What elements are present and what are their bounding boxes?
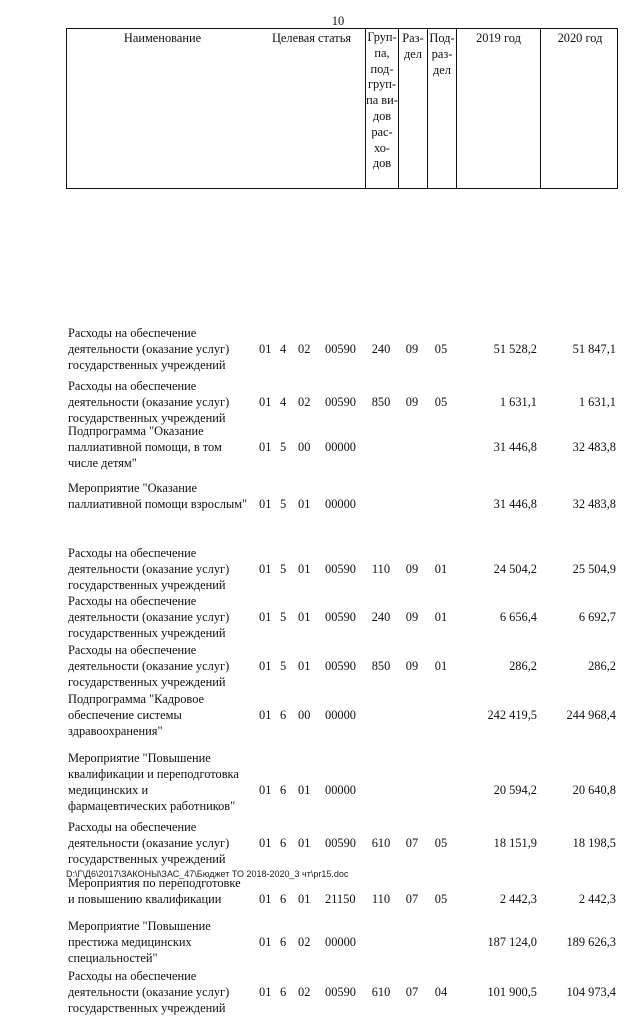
row-name bbox=[68, 378, 258, 426]
header-expense-group-line: рас- bbox=[371, 124, 393, 139]
target-direction-code: 00590 bbox=[325, 342, 356, 356]
target-subprogram-code: 5 bbox=[280, 440, 287, 454]
amount-2020: 2 442,3 bbox=[578, 892, 616, 906]
row-name-line: деятельности (оказание услуг) bbox=[68, 659, 230, 673]
header-expense-group-line: хо- bbox=[373, 140, 391, 155]
target-direction-code: 00000 bbox=[325, 783, 356, 797]
row-name-line: Мероприятие "Повышение bbox=[68, 919, 211, 933]
row-name-line: Расходы на обеспечение bbox=[68, 643, 197, 657]
target-direction-code: 00000 bbox=[325, 708, 356, 722]
header-expense-group-line: па ви- bbox=[366, 93, 398, 108]
row-name bbox=[68, 968, 258, 1016]
table-row bbox=[66, 918, 618, 966]
section-code: 09 bbox=[405, 395, 419, 409]
row-name-line: квалификации и переподготовка bbox=[68, 767, 239, 781]
target-subprogram-code: 6 bbox=[280, 892, 287, 906]
target-program-code: 01 bbox=[259, 440, 272, 454]
row-name-line: деятельности (оказание услуг) bbox=[68, 562, 230, 576]
row-name bbox=[68, 642, 258, 690]
expense-group-code: 610 bbox=[371, 836, 391, 850]
table-row bbox=[66, 691, 618, 739]
expense-group-code: 110 bbox=[371, 892, 391, 906]
row-name bbox=[68, 545, 258, 593]
header-expense-group-line: па, bbox=[374, 45, 390, 60]
target-subprogram-code: 4 bbox=[280, 342, 287, 356]
amount-2020: 189 626,3 bbox=[566, 935, 616, 949]
section-code: 09 bbox=[405, 610, 419, 624]
subsection-code: 01 bbox=[434, 562, 448, 576]
target-program-code: 01 bbox=[259, 985, 272, 999]
row-name-line: деятельности (оказание услуг) bbox=[68, 395, 230, 409]
target-program-code: 01 bbox=[259, 892, 272, 906]
amount-2019: 31 446,8 bbox=[493, 440, 537, 454]
amount-2020: 32 483,8 bbox=[572, 440, 616, 454]
target-direction-code: 00590 bbox=[325, 610, 356, 624]
target-program-code: 01 bbox=[259, 708, 272, 722]
target-program-code: 01 bbox=[259, 610, 272, 624]
subsection-code: 05 bbox=[434, 836, 448, 850]
row-name bbox=[68, 325, 258, 373]
header-subsection-line: раз- bbox=[431, 47, 453, 61]
subsection-code: 05 bbox=[434, 892, 448, 906]
row-name-line: фармацевтических работников" bbox=[68, 799, 236, 813]
subsection-code: 05 bbox=[434, 342, 448, 356]
row-name bbox=[68, 750, 258, 814]
row-name-line: Подпрограмма "Оказание bbox=[68, 424, 204, 438]
target-measure-code: 02 bbox=[298, 935, 311, 949]
amount-2019: 242 419,5 bbox=[487, 708, 537, 722]
target-program-code: 01 bbox=[259, 497, 272, 511]
header-expense-group-line: груп- bbox=[367, 77, 397, 92]
target-measure-code: 01 bbox=[298, 610, 311, 624]
row-name-line: Расходы на обеспечение bbox=[68, 326, 197, 340]
section-code: 09 bbox=[405, 562, 419, 576]
header-section-line: Раз- bbox=[402, 31, 424, 45]
expense-group-code: 850 bbox=[371, 395, 391, 409]
header-section bbox=[398, 29, 427, 188]
table-row bbox=[66, 480, 618, 512]
row-name-line: обеспечение системы bbox=[68, 708, 182, 722]
row-name-line: специальностей" bbox=[68, 951, 158, 965]
amount-2019: 20 594,2 bbox=[493, 783, 537, 797]
table-header bbox=[66, 28, 618, 189]
amount-2020: 104 973,4 bbox=[566, 985, 616, 999]
row-name-line: Расходы на обеспечение bbox=[68, 820, 197, 834]
header-name: Наименование bbox=[123, 31, 202, 45]
amount-2019: 101 900,5 bbox=[487, 985, 537, 999]
section-code: 09 bbox=[405, 342, 419, 356]
target-measure-code: 00 bbox=[298, 708, 311, 722]
target-measure-code: 01 bbox=[298, 783, 311, 797]
row-name-line: Расходы на обеспечение bbox=[68, 379, 197, 393]
header-target-article: Целевая статья bbox=[271, 31, 352, 45]
target-subprogram-code: 5 bbox=[280, 659, 287, 673]
amount-2019: 31 446,8 bbox=[493, 497, 537, 511]
row-name-line: числе детям" bbox=[68, 456, 137, 470]
header-year-2019: 2019 год bbox=[456, 29, 540, 188]
row-name bbox=[68, 918, 258, 966]
target-direction-code: 00000 bbox=[325, 440, 356, 454]
target-program-code: 01 bbox=[259, 659, 272, 673]
table-row bbox=[66, 378, 618, 426]
target-subprogram-code: 5 bbox=[280, 562, 287, 576]
expense-group-code: 240 bbox=[371, 342, 391, 356]
target-program-code: 01 bbox=[259, 935, 272, 949]
target-measure-code: 01 bbox=[298, 497, 311, 511]
row-name bbox=[68, 593, 258, 641]
row-name-line: деятельности (оказание услуг) bbox=[68, 836, 230, 850]
amount-2020: 1 631,1 bbox=[578, 395, 616, 409]
amount-2020: 32 483,8 bbox=[572, 497, 616, 511]
amount-2019: 24 504,2 bbox=[493, 562, 537, 576]
target-direction-code: 00590 bbox=[325, 659, 356, 673]
file-path-footer: D:\Г\Д6\2017\ЗАКОНЫ\ЗАС_47\Бюджет ТО 2018-2020_3 чт\pr15.doc bbox=[66, 869, 349, 879]
amount-2020: 286,2 bbox=[588, 659, 616, 673]
amount-2020: 6 692,7 bbox=[578, 610, 616, 624]
target-program-code: 01 bbox=[259, 395, 272, 409]
target-direction-code: 00590 bbox=[325, 562, 356, 576]
target-subprogram-code: 5 bbox=[280, 497, 287, 511]
table-row bbox=[66, 593, 618, 641]
row-name-line: Мероприятия по переподготовке bbox=[68, 876, 241, 890]
target-measure-code: 00 bbox=[298, 440, 311, 454]
target-direction-code: 00590 bbox=[325, 985, 356, 999]
target-measure-code: 02 bbox=[298, 342, 311, 356]
expense-group-code: 850 bbox=[371, 659, 391, 673]
subsection-code: 05 bbox=[434, 395, 448, 409]
section-code: 07 bbox=[405, 985, 419, 999]
header-subsection-line: Под- bbox=[429, 31, 455, 45]
header-expense-group-line: дов bbox=[372, 108, 392, 123]
target-measure-code: 01 bbox=[298, 892, 311, 906]
target-subprogram-code: 6 bbox=[280, 985, 287, 999]
subsection-code: 01 bbox=[434, 610, 448, 624]
row-name-line: деятельности (оказание услуг) bbox=[68, 985, 230, 999]
row-name-line: государственных учреждений bbox=[68, 578, 226, 592]
table-row bbox=[66, 642, 618, 690]
row-name-line: престижа медицинских bbox=[68, 935, 192, 949]
row-name-line: медицинских и bbox=[68, 783, 149, 797]
row-name-line: Мероприятие "Повышение bbox=[68, 751, 211, 765]
target-measure-code: 01 bbox=[298, 562, 311, 576]
target-direction-code: 00590 bbox=[325, 395, 356, 409]
target-direction-code: 21150 bbox=[325, 892, 356, 906]
amount-2019: 286,2 bbox=[509, 659, 537, 673]
row-name bbox=[68, 423, 258, 471]
expense-group-code: 110 bbox=[371, 562, 391, 576]
target-program-code: 01 bbox=[259, 836, 272, 850]
amount-2019: 6 656,4 bbox=[499, 610, 537, 624]
row-name-line: Расходы на обеспечение bbox=[68, 546, 197, 560]
subsection-code: 01 bbox=[434, 659, 448, 673]
expense-group-code: 240 bbox=[371, 610, 391, 624]
row-name-line: паллиативной помощи взрослым" bbox=[68, 497, 248, 511]
target-direction-code: 00000 bbox=[325, 935, 356, 949]
row-name-line: государственных учреждений bbox=[68, 852, 226, 866]
target-direction-code: 00000 bbox=[325, 497, 356, 511]
row-name-line: государственных учреждений bbox=[68, 358, 226, 372]
target-program-code: 01 bbox=[259, 562, 272, 576]
target-measure-code: 01 bbox=[298, 836, 311, 850]
section-code: 07 bbox=[405, 836, 419, 850]
target-subprogram-code: 6 bbox=[280, 708, 287, 722]
row-name-line: здравоохранения" bbox=[68, 724, 163, 738]
header-expense-group-line: дов bbox=[372, 156, 392, 171]
target-program-code: 01 bbox=[259, 342, 272, 356]
target-program-code: 01 bbox=[259, 783, 272, 797]
row-name-line: Расходы на обеспечение bbox=[68, 594, 197, 608]
table-row bbox=[66, 325, 618, 373]
amount-2019: 51 528,2 bbox=[493, 342, 537, 356]
header-subsection bbox=[427, 29, 456, 188]
amount-2020: 20 640,8 bbox=[572, 783, 616, 797]
row-name-line: паллиативной помощи, в том bbox=[68, 440, 222, 454]
target-subprogram-code: 6 bbox=[280, 836, 287, 850]
row-name bbox=[68, 819, 258, 867]
header-expense-group bbox=[365, 29, 398, 188]
row-name-line: Мероприятие "Оказание bbox=[68, 481, 198, 495]
table-row bbox=[66, 545, 618, 593]
table-row bbox=[66, 423, 618, 471]
row-name-line: государственных учреждений bbox=[68, 1001, 226, 1015]
amount-2020: 18 198,5 bbox=[572, 836, 616, 850]
header-subsection-line: дел bbox=[433, 63, 451, 77]
row-name-line: и повышению квалификации bbox=[68, 892, 222, 906]
amount-2019: 1 631,1 bbox=[499, 395, 537, 409]
target-measure-code: 02 bbox=[298, 395, 311, 409]
row-name-line: государственных учреждений bbox=[68, 626, 226, 640]
header-expense-group-line: под- bbox=[370, 61, 394, 76]
header-section-line: дел bbox=[404, 47, 422, 61]
amount-2020: 51 847,1 bbox=[572, 342, 616, 356]
header-year-2020: 2020 год bbox=[540, 29, 619, 188]
row-name-line: Подпрограмма "Кадровое bbox=[68, 692, 205, 706]
table-row bbox=[66, 819, 618, 867]
row-name-line: государственных учреждений bbox=[68, 675, 226, 689]
table-row bbox=[66, 750, 618, 814]
target-subprogram-code: 5 bbox=[280, 610, 287, 624]
target-direction-code: 00590 bbox=[325, 836, 356, 850]
row-name-line: государственных учреждений bbox=[68, 411, 226, 425]
row-name bbox=[68, 480, 258, 512]
target-measure-code: 01 bbox=[298, 659, 311, 673]
target-subprogram-code: 6 bbox=[280, 935, 287, 949]
table-row bbox=[66, 968, 618, 1016]
target-measure-code: 02 bbox=[298, 985, 311, 999]
row-name bbox=[68, 691, 258, 739]
target-subprogram-code: 4 bbox=[280, 395, 287, 409]
row-name-line: Расходы на обеспечение bbox=[68, 969, 197, 983]
amount-2020: 25 504,9 bbox=[572, 562, 616, 576]
amount-2019: 18 151,9 bbox=[493, 836, 537, 850]
amount-2019: 187 124,0 bbox=[487, 935, 537, 949]
section-code: 09 bbox=[405, 659, 419, 673]
target-subprogram-code: 6 bbox=[280, 783, 287, 797]
row-name-line: деятельности (оказание услуг) bbox=[68, 342, 230, 356]
expense-group-code: 610 bbox=[371, 985, 391, 999]
subsection-code: 04 bbox=[434, 985, 448, 999]
amount-2019: 2 442,3 bbox=[499, 892, 537, 906]
row-name-line: деятельности (оказание услуг) bbox=[68, 610, 230, 624]
page-number: 10 bbox=[331, 14, 345, 28]
header-expense-group-line: Груп- bbox=[367, 30, 397, 44]
section-code: 07 bbox=[405, 892, 419, 906]
amount-2020: 244 968,4 bbox=[566, 708, 616, 722]
